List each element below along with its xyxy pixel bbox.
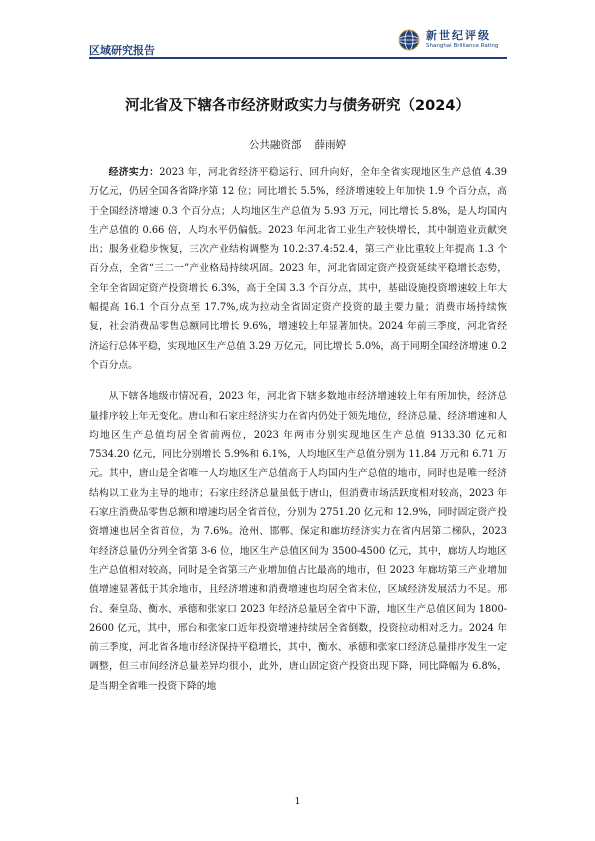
document-title: 河北省及下辖各市经济财政实力与债务研究（2024） bbox=[125, 98, 470, 114]
globe-logo-icon bbox=[398, 29, 420, 51]
header-divider bbox=[89, 57, 507, 59]
author-line: 公共融资部 薛雨婷 bbox=[248, 139, 347, 151]
report-body bbox=[89, 163, 507, 696]
paragraph-text: 从下辖各地级市情况看，2023 年，河北省下辖多数地市经济增速较上年有所加快，经济总量排序较上年无变化。唐山和石家庄经济实力在省内仍处于领先地位，经济总量、经济增速和人均地区生产总值均居全省前两位，2023 年两市分别实现地区生产总值 9133.30 亿元和 7534.20 亿元，同比分别增长 5.9%和 6.1%，人均地区生产总值分别为 11.84 万元和 6.71 万元。其中，唐山是全省唯一人均地区生产总值高于人均国内生产总值的地市，同时也是唯一经济结构以工业为主导的地市；石家庄经济总量虽低于唐山，但消费市场活跃度相对较高，2023 年石家庄消费品零售总额和增速均居全省首位，分别为 2751.20 亿元和 12.9%，同时固定资产投资增速也居全省首位，为 7.6%。沧州、邯郸、保定和廊坊经济实力在省内居第二梯队，2023 年经济总量仍分列全省第 3-6 位，地区生产总值区间为 3500-4500 亿元，其中，廊坊人均地区生产总值相对较高，同时是全省第三产业增加值占比最高的地市，但 2023 年廊坊第三产业增加值增速显著低于其余地市，且经济增速和消费增速也均居全省末位，区域经济发展活力不足。邢台、秦皇岛、衡水、承德和张家口 2023 年经济总量居全省中下游，地区生产总值区间为 1800-2600 亿元，其中，邢台和张家口近年投资增速持续居全省倒数，投资拉动相对乏力。2024 年前三季度，河北省各地市经济保持平稳增长，其中，衡水、承德和张家口经济总量排序发生一定调整，但三市间经济总量差异均很小，此外，唐山固定资产投资出现下降，同比降幅为 6.8%，是当期全省唯一投资下降的地 bbox=[89, 391, 507, 692]
paragraph-city-overview bbox=[89, 387, 507, 696]
paragraph-text: 2023 年，河北省经济平稳运行、回升向好，全年全省实现地区生产总值 4.39 万亿元，仍居全国各省降序第 12 位；同比增长 5.5%，经济增速较上年加快 1.9 个百分点，高于全国经济增速 0.3 个百分点；人均地区生产总值为 5.93 万元，同比增长 5.8%，是人均国内生产总值的 0.66 倍，人均水平仍偏低。2023 年河北省工业生产较快增长，其中制造业贡献突出；服务业稳步恢复，三次产业结构调整为 10.2:37.4:52.4，第三产业比重较上年提高 1.3 个百分点，全省“三二一”产业格局持续巩固。2023 年，河北省固定资产投资延续平稳增长态势，全年全省固定资产投资增长 6.3%，高于全国 3.3 个百分点，其中，基础设施投资增速较上年大幅提高 16.1 个百分点至 17.7%,成为拉动全省固定资产投资的最主要力量；消费市场持续恢复，社会消费品零售总额同比增长 9.6%，增速较上年显著加快。2024 年前三季度，河北省经济运行总体平稳，实现地区生产总值 3.29 万亿元，同比增长 5.0%，高于同期全国经济增速 0.2 个百分点。 bbox=[89, 167, 507, 371]
section-label: 区域研究报告 bbox=[89, 44, 155, 57]
page-header bbox=[0, 0, 595, 62]
logo-chinese-name: 新世纪评级 bbox=[426, 29, 491, 43]
brand-logo bbox=[398, 26, 498, 54]
logo-english-name: Shanghai Brilliance Rating bbox=[426, 43, 499, 50]
paragraph-economic-strength bbox=[89, 163, 507, 375]
page-number: 1 bbox=[294, 797, 301, 807]
paragraph-lead: 经济实力： bbox=[108, 167, 160, 178]
